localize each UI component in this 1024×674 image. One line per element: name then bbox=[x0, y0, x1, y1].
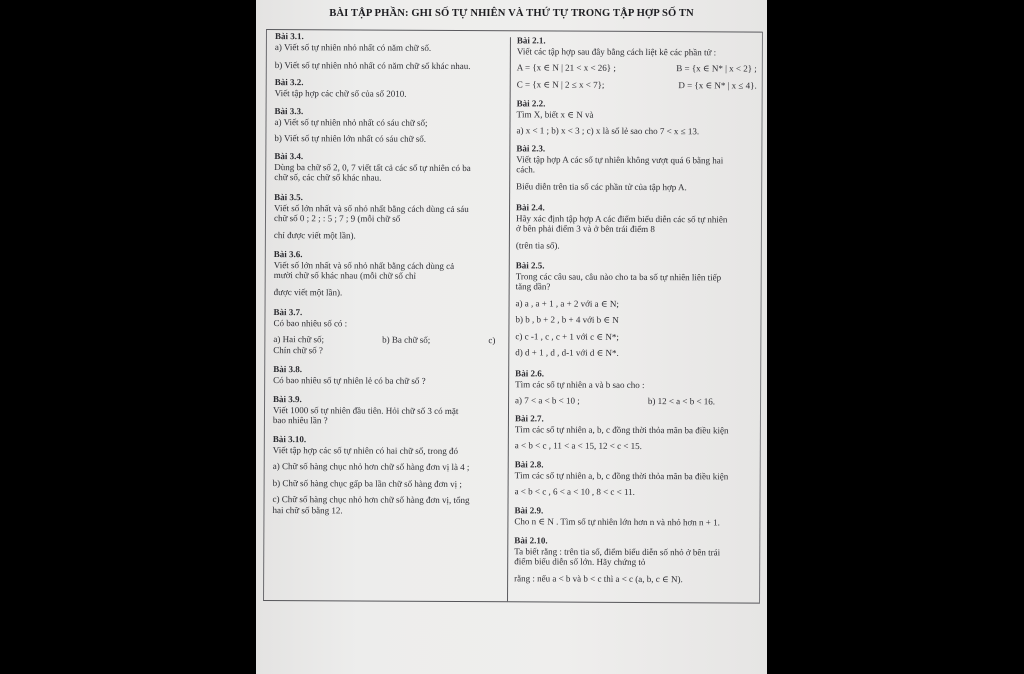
set-a: A = {x ∈ N | 21 < x < 26} ; bbox=[516, 62, 616, 73]
exercise-options bbox=[515, 395, 755, 407]
exercise-line: Chín chữ số ? bbox=[273, 344, 323, 355]
option-a: a) 7 < a < b < 10 ; bbox=[515, 395, 580, 406]
exercise-table bbox=[263, 29, 763, 604]
exercise-line: điểm biểu diễn số lớn. Hãy chứng tỏ bbox=[514, 556, 646, 567]
exercise-heading: Bài 2.7. bbox=[514, 413, 544, 424]
exercise-heading: Bài 2.10. bbox=[514, 535, 548, 546]
exercise-2-8 bbox=[515, 459, 755, 498]
exercise-heading: Bài 3.1. bbox=[274, 31, 304, 42]
exercise-heading: Bài 2.9. bbox=[514, 505, 544, 516]
exercise-line: chỉ được viết một lần). bbox=[273, 229, 356, 240]
exercise-line: Dùng ba chữ số 2, 0, 7 viết tất cả các số tự nhiên có ba bbox=[274, 161, 471, 173]
option-b: b) b , b + 2 , b + 4 với b ∈ N bbox=[515, 314, 619, 325]
exercise-line: (trên tia số). bbox=[515, 239, 560, 251]
exercise-line: a) Viết số tự nhiên nhỏ nhất có sáu chữ số; bbox=[274, 116, 428, 128]
set-b: B = {x ∈ N* | x < 2} ; bbox=[676, 63, 757, 74]
exercise-2-4 bbox=[516, 202, 756, 251]
left-column bbox=[272, 30, 503, 515]
exercise-options bbox=[273, 334, 501, 346]
exercise-line: Biểu diễn trên tia số các phần tử của tập hợp A. bbox=[516, 180, 687, 192]
exercise-line: c) Chữ số hàng chục nhỏ hơn chữ số hàng đơn vị, tổng bbox=[272, 494, 470, 506]
exercise-line: rằng : nếu a < b và b < c thì a < c (a, b, c ∈ N). bbox=[514, 572, 683, 584]
exercise-3-5 bbox=[274, 192, 502, 241]
option-b: b) 12 < a < b < 16. bbox=[647, 396, 716, 407]
document-page bbox=[256, 0, 767, 674]
exercise-3-4 bbox=[274, 151, 502, 184]
exercise-heading: Bài 3.3. bbox=[274, 106, 304, 117]
exercise-line: Tìm các số tự nhiên a và b sao cho : bbox=[515, 378, 645, 390]
exercise-3-8 bbox=[273, 364, 501, 386]
exercise-line: a) Chữ số hàng chục nhỏ hơn chữ số hàng đơn vị là 4 ; bbox=[272, 461, 470, 473]
option-a: a) a , a + 1 , a + 2 với a ∈ N; bbox=[515, 297, 619, 309]
exercise-3-7 bbox=[273, 307, 501, 356]
exercise-heading: Bài 2.8. bbox=[514, 459, 544, 470]
exercise-line: ở bên phải điểm 3 và ở bên trái điểm 8 bbox=[515, 223, 655, 235]
exercise-2-3 bbox=[516, 143, 756, 192]
exercise-line: Tìm các số tự nhiên a, b, c đồng thời thỏa mãn ba điều kiện bbox=[514, 423, 729, 435]
exercise-line: được viết một lần). bbox=[273, 286, 343, 297]
exercise-line: Có bao nhiêu số có : bbox=[273, 317, 348, 328]
option-d: d) d + 1 , d , d-1 với d ∈ N*. bbox=[515, 347, 619, 358]
exercise-heading: Bài 2.3. bbox=[516, 143, 546, 154]
exercise-heading: Bài 2.2. bbox=[516, 98, 546, 109]
exercise-2-9 bbox=[514, 505, 754, 527]
exercise-2-1 bbox=[517, 35, 757, 90]
exercise-heading: Bài 3.8. bbox=[273, 364, 303, 375]
exercise-heading: Bài 3.9. bbox=[273, 394, 302, 405]
exercise-heading: Bài 3.10. bbox=[272, 434, 307, 445]
exercise-heading: Bài 3.6. bbox=[273, 249, 303, 260]
exercise-line: b) Viết số tự nhiên nhỏ nhất có năm chữ số khác nhau. bbox=[274, 60, 471, 72]
exercise-line: Ta biết rằng : trên tia số, điểm biểu diễn số nhỏ ở bên trái bbox=[514, 545, 721, 557]
exercise-line: Có bao nhiêu số tự nhiên lẻ có ba chữ số ? bbox=[273, 374, 426, 386]
option-c: c) c -1 , c , c + 1 với c ∈ N*; bbox=[515, 330, 619, 342]
exercise-line: Trong các câu sau, câu nào cho ta ba số tự nhiên liên tiếp bbox=[515, 270, 722, 282]
exercise-2-5 bbox=[515, 260, 756, 359]
exercise-line: b) Viết số tự nhiên lớn nhất có sáu chữ số. bbox=[274, 133, 427, 144]
exercise-2-10 bbox=[514, 535, 754, 584]
exercise-2-6 bbox=[515, 368, 755, 407]
exercise-heading: Bài 2.1. bbox=[516, 35, 546, 46]
exercise-line: Cho n ∈ N . Tìm số tự nhiên lớn hơn n và nhỏ hơn n + 1. bbox=[514, 515, 720, 527]
exercise-line: Viết số lớn nhất và số nhỏ nhất bằng cách dùng cả bbox=[273, 259, 455, 271]
page-title: BÀI TẬP PHẦN: GHI SỐ TỰ NHIÊN VÀ THỨ TỰ TRONG TẬP HỢP SỐ TN bbox=[329, 8, 694, 19]
exercise-line: tăng dần? bbox=[515, 281, 551, 292]
exercise-line: Viết tập hợp các số tự nhiên có hai chữ số, trong đó bbox=[272, 444, 459, 456]
exercise-line: chữ số 0 ; 2 ; : 5 ; 7 ; 9 (mỗi chữ số bbox=[273, 213, 401, 224]
exercise-line: mười chữ số khác nhau (mỗi chữ số chỉ bbox=[273, 270, 417, 281]
exercise-line: a) x < 1 ; b) x < 3 ; c) x là số lẻ sao cho 7 < x ≤ 13. bbox=[516, 125, 700, 137]
exercise-3-6 bbox=[274, 249, 502, 298]
exercise-3-3 bbox=[274, 106, 502, 145]
set-d: D = {x ∈ N* | x ≤ 4}. bbox=[678, 79, 757, 91]
exercise-line: Viết tập hợp các chữ số của số 2010. bbox=[274, 87, 407, 99]
exercise-heading: Bài 3.4. bbox=[274, 151, 304, 162]
exercise-heading: Bài 3.5. bbox=[274, 192, 303, 203]
set-c: C = {x ∈ N | 2 ≤ x < 7}; bbox=[516, 78, 605, 90]
exercise-line: Viết 1000 số tự nhiên đầu tiên. Hỏi chữ số 3 có mặt bbox=[272, 404, 459, 416]
exercise-line: Hãy xác định tập hợp A các điểm biểu diễn các số tự nhiên bbox=[515, 212, 728, 224]
option-c: c) bbox=[488, 335, 496, 346]
exercise-2-7 bbox=[515, 413, 755, 452]
exercise-line: Viết tập hợp A các số tự nhiên không vượt quá 6 bằng hai bbox=[516, 153, 724, 165]
set-row bbox=[517, 79, 757, 91]
exercise-line: a < b < c , 6 < a < 10 , 8 < c < 11. bbox=[514, 486, 635, 497]
exercise-3-10 bbox=[272, 434, 500, 516]
exercise-heading: Bài 2.5. bbox=[515, 260, 545, 271]
exercise-line: Tìm các số tự nhiên a, b, c đồng thời thỏa mãn ba điều kiện bbox=[514, 469, 729, 481]
option-b: b) Ba chữ số; bbox=[382, 334, 431, 345]
exercise-3-1 bbox=[275, 31, 503, 72]
exercise-heading: Bài 3.2. bbox=[274, 77, 304, 88]
exercise-line: a) Viết số tự nhiên nhỏ nhất có năm chữ số. bbox=[274, 41, 432, 53]
exercise-3-2 bbox=[275, 77, 503, 99]
set-row bbox=[517, 62, 757, 74]
exercise-line: cách. bbox=[516, 164, 536, 175]
exercise-line: Tìm X, biết x ∈ N và bbox=[516, 108, 594, 120]
exercise-line: Viết các tập hợp sau đây bằng cách liệt kê các phần tử : bbox=[516, 45, 717, 57]
exercise-line: hai chữ số bằng 12. bbox=[272, 504, 343, 515]
exercise-3-9 bbox=[273, 394, 501, 427]
exercise-heading: Bài 2.6. bbox=[515, 368, 544, 379]
column-divider bbox=[507, 37, 511, 601]
option-a: a) Hai chữ số; bbox=[273, 334, 325, 345]
right-column bbox=[514, 31, 757, 584]
exercise-line: bao nhiêu lần ? bbox=[272, 415, 328, 426]
exercise-line: Viết số lớn nhất và số nhỏ nhất bằng cách dùng cả sáu bbox=[274, 202, 469, 214]
exercise-line: b) Chữ số hàng chục gấp ba lần chữ số hàng đơn vị ; bbox=[272, 477, 462, 489]
exercise-2-2 bbox=[516, 98, 756, 137]
exercise-heading: Bài 3.7. bbox=[273, 307, 303, 318]
exercise-line: a < b < c , 11 < a < 15, 12 < c < 15. bbox=[514, 440, 642, 451]
exercise-heading: Bài 2.4. bbox=[516, 202, 545, 213]
exercise-line: chữ số, các chữ số khác nhau. bbox=[274, 172, 382, 183]
